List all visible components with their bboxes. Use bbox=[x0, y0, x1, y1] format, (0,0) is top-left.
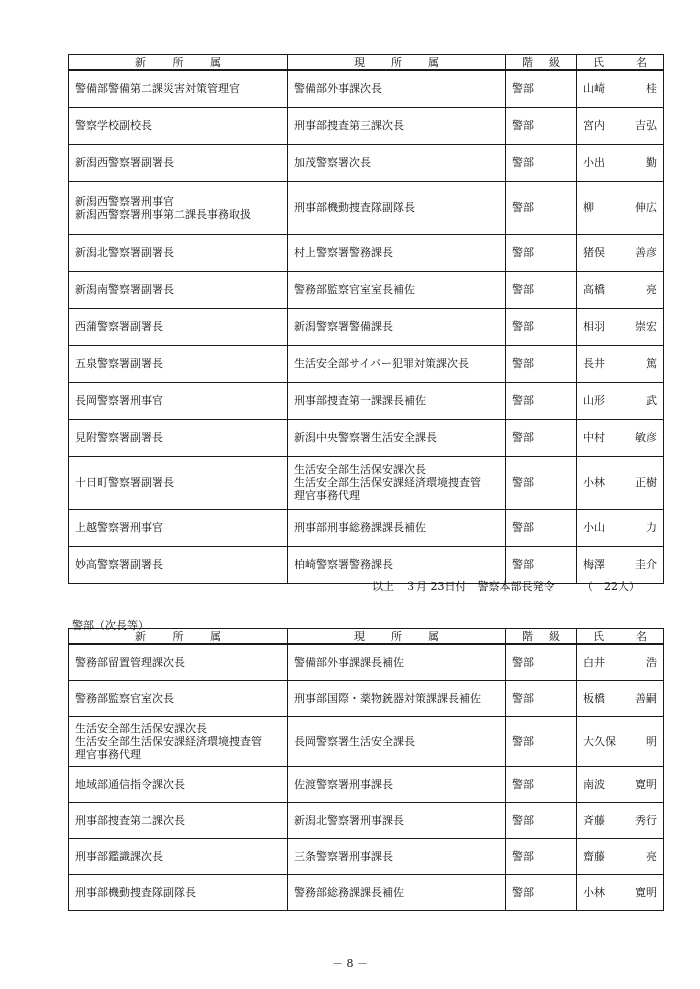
table-row bbox=[69, 766, 664, 802]
rank-cell: 警部 bbox=[506, 644, 577, 680]
new-post-cell bbox=[69, 546, 288, 583]
name-cell bbox=[577, 345, 664, 382]
new-post-cell bbox=[69, 680, 288, 716]
rank-cell: 警部 bbox=[506, 419, 577, 456]
given-name: 圭介 bbox=[635, 558, 657, 571]
new-post-cell bbox=[69, 419, 288, 456]
rank-cell: 警部 bbox=[506, 345, 577, 382]
new-post-cell bbox=[69, 181, 288, 234]
name-cell bbox=[577, 716, 664, 766]
table-row bbox=[69, 680, 664, 716]
new-post-cell bbox=[69, 271, 288, 308]
name-cell bbox=[577, 766, 664, 802]
current-post-cell bbox=[288, 419, 506, 456]
current-post-cell bbox=[288, 107, 506, 144]
surname: 小林 bbox=[583, 885, 605, 899]
rank-cell: 警部 bbox=[506, 234, 577, 271]
name-cell bbox=[577, 308, 664, 345]
new-post-cell bbox=[69, 644, 288, 680]
name-cell bbox=[577, 509, 664, 546]
name-cell bbox=[577, 107, 664, 144]
new-post-cell bbox=[69, 766, 288, 802]
new-post-cell bbox=[69, 838, 288, 874]
table-row bbox=[69, 234, 664, 271]
name-cell bbox=[577, 144, 664, 181]
given-name: 浩 bbox=[646, 655, 657, 669]
name-cell bbox=[577, 644, 664, 680]
surname: 板橋 bbox=[583, 691, 605, 705]
surname: 高橋 bbox=[583, 283, 605, 296]
current-post-cell-line: 警備部外事課次長 bbox=[294, 82, 382, 96]
surname: 大久保 bbox=[583, 734, 616, 748]
new-post-cell-line: 西蒲警察署副署長 bbox=[75, 320, 163, 333]
rank-cell: 警部 bbox=[506, 382, 577, 419]
given-name: 亮 bbox=[646, 283, 657, 296]
new-post-cell bbox=[69, 802, 288, 838]
new-post-cell bbox=[69, 144, 288, 181]
new-post-cell-line: 理官事務代理 bbox=[75, 747, 141, 761]
new-post-cell bbox=[69, 308, 288, 345]
rank-cell: 警部 bbox=[506, 271, 577, 308]
table-row bbox=[69, 802, 664, 838]
current-post-cell bbox=[288, 345, 506, 382]
name-cell bbox=[577, 802, 664, 838]
new-post-cell bbox=[69, 456, 288, 509]
table-row bbox=[69, 345, 664, 382]
given-name: 崇宏 bbox=[635, 320, 657, 333]
name-cell bbox=[577, 680, 664, 716]
given-name: 伸広 bbox=[635, 201, 657, 214]
current-post-cell-line: 村上警察署警務課長 bbox=[294, 246, 393, 259]
new-post-cell-line: 五泉警察署副署長 bbox=[75, 357, 163, 370]
given-name: 亮 bbox=[646, 849, 657, 863]
rank-cell: 警部 bbox=[506, 546, 577, 583]
current-post-cell bbox=[288, 144, 506, 181]
header-rank: 階 級 bbox=[506, 629, 577, 645]
given-name: 吉弘 bbox=[635, 119, 657, 132]
surname: 小出 bbox=[583, 156, 605, 169]
surname: 齋藤 bbox=[583, 849, 605, 863]
current-post-cell-line: 刑事部捜査第一課課長補佐 bbox=[294, 394, 426, 407]
given-name: 敏彦 bbox=[635, 431, 657, 444]
new-post-cell-line: 新潟西警察署刑事官 bbox=[75, 194, 174, 208]
current-post-cell-line: 刑事部国際・薬物銃器対策課課長補佐 bbox=[294, 691, 481, 705]
surname: 長井 bbox=[583, 357, 605, 370]
given-name: 篤 bbox=[646, 357, 657, 370]
section-label: 警部（次長等） bbox=[72, 619, 149, 632]
header-new-post: 新 所 属 bbox=[69, 629, 288, 645]
name-cell bbox=[577, 70, 664, 107]
current-post-cell bbox=[288, 644, 506, 680]
table-row bbox=[69, 509, 664, 546]
current-post-cell-line: 佐渡警察署刑事課長 bbox=[294, 777, 393, 791]
new-post-cell-line: 警備部警備第二課災害対策管理官 bbox=[75, 82, 240, 96]
new-post-cell bbox=[69, 874, 288, 910]
table-row bbox=[69, 308, 664, 345]
new-post-cell-line: 生活安全部生活保安課次長 bbox=[75, 721, 207, 735]
rank-cell: 警部 bbox=[506, 509, 577, 546]
surname: 山形 bbox=[583, 394, 605, 407]
personnel-table-2 bbox=[68, 628, 664, 911]
header-current-post: 現 所 属 bbox=[288, 629, 506, 645]
current-post-cell bbox=[288, 680, 506, 716]
new-post-cell-line: 生活安全部生活保安課経済環境捜査管 bbox=[75, 734, 262, 748]
table-row bbox=[69, 181, 664, 234]
surname: 中村 bbox=[583, 431, 605, 444]
header-name: 氏 名 bbox=[577, 55, 664, 71]
name-cell bbox=[577, 234, 664, 271]
new-post-cell-line: 警察学校副校長 bbox=[75, 119, 152, 132]
current-post-cell bbox=[288, 382, 506, 419]
header-name: 氏 名 bbox=[577, 629, 664, 645]
current-post-cell-line: 警務部総務課課長補佐 bbox=[294, 885, 404, 899]
new-post-cell-line: 地域部通信指令課次長 bbox=[75, 777, 185, 791]
rank-cell: 警部 bbox=[506, 716, 577, 766]
surname: 南波 bbox=[583, 777, 605, 791]
new-post-cell-line: 警務部監察官室次長 bbox=[75, 691, 174, 705]
current-post-cell-line: 三条警察署刑事課長 bbox=[294, 849, 393, 863]
table-row bbox=[69, 144, 664, 181]
given-name: 秀行 bbox=[635, 813, 657, 827]
table-row bbox=[69, 382, 664, 419]
rank-cell: 警部 bbox=[506, 766, 577, 802]
new-post-cell-line: 新潟北警察署副署長 bbox=[75, 246, 174, 259]
table-row bbox=[69, 70, 664, 107]
new-post-cell-line: 見附警察署副署長 bbox=[75, 431, 163, 444]
name-cell bbox=[577, 456, 664, 509]
footnote: 以上 ３月 23日付 警察本部長発令 （ 22人） bbox=[372, 580, 640, 593]
current-post-cell-line: 刑事部機動捜査隊副隊長 bbox=[294, 201, 415, 214]
rank-cell: 警部 bbox=[506, 802, 577, 838]
surname: 小林 bbox=[583, 476, 605, 489]
current-post-cell-line: 理官事務代理 bbox=[294, 489, 360, 502]
rank-cell: 警部 bbox=[506, 838, 577, 874]
given-name: 勤 bbox=[646, 156, 657, 169]
table-header-row bbox=[69, 629, 664, 645]
surname: 斉藤 bbox=[583, 813, 605, 827]
table-row bbox=[69, 838, 664, 874]
table-row bbox=[69, 107, 664, 144]
surname: 柳 bbox=[583, 201, 594, 214]
name-cell bbox=[577, 838, 664, 874]
table-header-row bbox=[69, 55, 664, 71]
given-name: 寛明 bbox=[635, 777, 657, 791]
rank-cell: 警部 bbox=[506, 874, 577, 910]
rank-cell: 警部 bbox=[506, 70, 577, 107]
table-row bbox=[69, 456, 664, 509]
name-cell bbox=[577, 181, 664, 234]
current-post-cell-line: 警備部外事課課長補佐 bbox=[294, 655, 404, 669]
name-cell bbox=[577, 382, 664, 419]
table-row bbox=[69, 271, 664, 308]
given-name: 桂 bbox=[646, 82, 657, 96]
current-post-cell-line: 新潟中央警察署生活安全課長 bbox=[294, 431, 437, 444]
new-post-cell-line: 刑事部鑑識課次長 bbox=[75, 849, 163, 863]
surname: 相羽 bbox=[583, 320, 605, 333]
current-post-cell bbox=[288, 716, 506, 766]
current-post-cell-line: 生活安全部サイバー犯罪対策課次長 bbox=[294, 357, 470, 370]
new-post-cell bbox=[69, 509, 288, 546]
table-row bbox=[69, 874, 664, 910]
new-post-cell-line: 刑事部機動捜査隊副隊長 bbox=[75, 885, 196, 899]
new-post-cell-line: 十日町警察署副署長 bbox=[75, 476, 174, 489]
current-post-cell-line: 警務部監察官室室長補佐 bbox=[294, 283, 415, 296]
header-rank: 階 級 bbox=[506, 55, 577, 71]
given-name: 明 bbox=[646, 734, 657, 748]
rank-cell: 警部 bbox=[506, 308, 577, 345]
new-post-cell bbox=[69, 234, 288, 271]
current-post-cell-line: 新潟北警察署刑事課長 bbox=[294, 813, 404, 827]
surname: 白井 bbox=[583, 655, 605, 669]
header-new-post: 新 所 属 bbox=[69, 55, 288, 71]
page-number: － 8 － bbox=[332, 957, 368, 970]
rank-cell: 警部 bbox=[506, 107, 577, 144]
current-post-cell bbox=[288, 874, 506, 910]
current-post-cell bbox=[288, 70, 506, 107]
surname: 梅澤 bbox=[583, 558, 605, 571]
current-post-cell-line: 刑事部刑事総務課課長補佐 bbox=[294, 521, 426, 534]
given-name: 善彦 bbox=[635, 246, 657, 259]
new-post-cell-line: 新潟西警察署刑事第二課長事務取扱 bbox=[75, 207, 251, 221]
name-cell bbox=[577, 271, 664, 308]
current-post-cell bbox=[288, 802, 506, 838]
given-name: 善嗣 bbox=[635, 691, 657, 705]
given-name: 力 bbox=[646, 521, 657, 534]
new-post-cell bbox=[69, 70, 288, 107]
new-post-cell-line: 長岡警察署刑事官 bbox=[75, 394, 163, 407]
header-current-post: 現 所 属 bbox=[288, 55, 506, 71]
new-post-cell-line: 刑事部捜査第二課次長 bbox=[75, 813, 185, 827]
new-post-cell bbox=[69, 382, 288, 419]
given-name: 武 bbox=[646, 394, 657, 407]
given-name: 寛明 bbox=[635, 885, 657, 899]
rank-cell: 警部 bbox=[506, 181, 577, 234]
current-post-cell-line: 加茂警察署次長 bbox=[294, 156, 371, 169]
surname: 猪俣 bbox=[583, 246, 605, 259]
new-post-cell-line: 警務部留置管理課次長 bbox=[75, 655, 185, 669]
current-post-cell-line: 生活安全部生活保安課次長 bbox=[294, 463, 426, 476]
rank-cell: 警部 bbox=[506, 680, 577, 716]
current-post-cell bbox=[288, 456, 506, 509]
current-post-cell-line: 新潟警察署警備課長 bbox=[294, 320, 393, 333]
current-post-cell-line: 柏崎警察署警務課長 bbox=[294, 558, 393, 571]
current-post-cell bbox=[288, 838, 506, 874]
current-post-cell bbox=[288, 509, 506, 546]
new-post-cell-line: 妙高警察署副署長 bbox=[75, 558, 163, 571]
table-row bbox=[69, 644, 664, 680]
new-post-cell bbox=[69, 107, 288, 144]
new-post-cell bbox=[69, 716, 288, 766]
current-post-cell bbox=[288, 308, 506, 345]
current-post-cell bbox=[288, 234, 506, 271]
current-post-cell-line: 生活安全部生活保安課経済環境捜査管 bbox=[294, 476, 481, 489]
name-cell bbox=[577, 419, 664, 456]
new-post-cell-line: 新潟西警察署副署長 bbox=[75, 156, 174, 169]
table-row bbox=[69, 419, 664, 456]
current-post-cell bbox=[288, 766, 506, 802]
surname: 宮内 bbox=[583, 119, 605, 132]
table-row bbox=[69, 716, 664, 766]
current-post-cell bbox=[288, 271, 506, 308]
rank-cell: 警部 bbox=[506, 456, 577, 509]
personnel-table-1 bbox=[68, 54, 664, 584]
current-post-cell-line: 刑事部捜査第三課次長 bbox=[294, 119, 404, 132]
given-name: 正樹 bbox=[635, 476, 657, 489]
new-post-cell bbox=[69, 345, 288, 382]
current-post-cell bbox=[288, 181, 506, 234]
current-post-cell-line: 長岡警察署生活安全課長 bbox=[294, 734, 415, 748]
new-post-cell-line: 上越警察署刑事官 bbox=[75, 521, 163, 534]
rank-cell: 警部 bbox=[506, 144, 577, 181]
surname: 山崎 bbox=[583, 82, 605, 96]
name-cell bbox=[577, 874, 664, 910]
new-post-cell-line: 新潟南警察署副署長 bbox=[75, 283, 174, 296]
surname: 小山 bbox=[583, 521, 605, 534]
